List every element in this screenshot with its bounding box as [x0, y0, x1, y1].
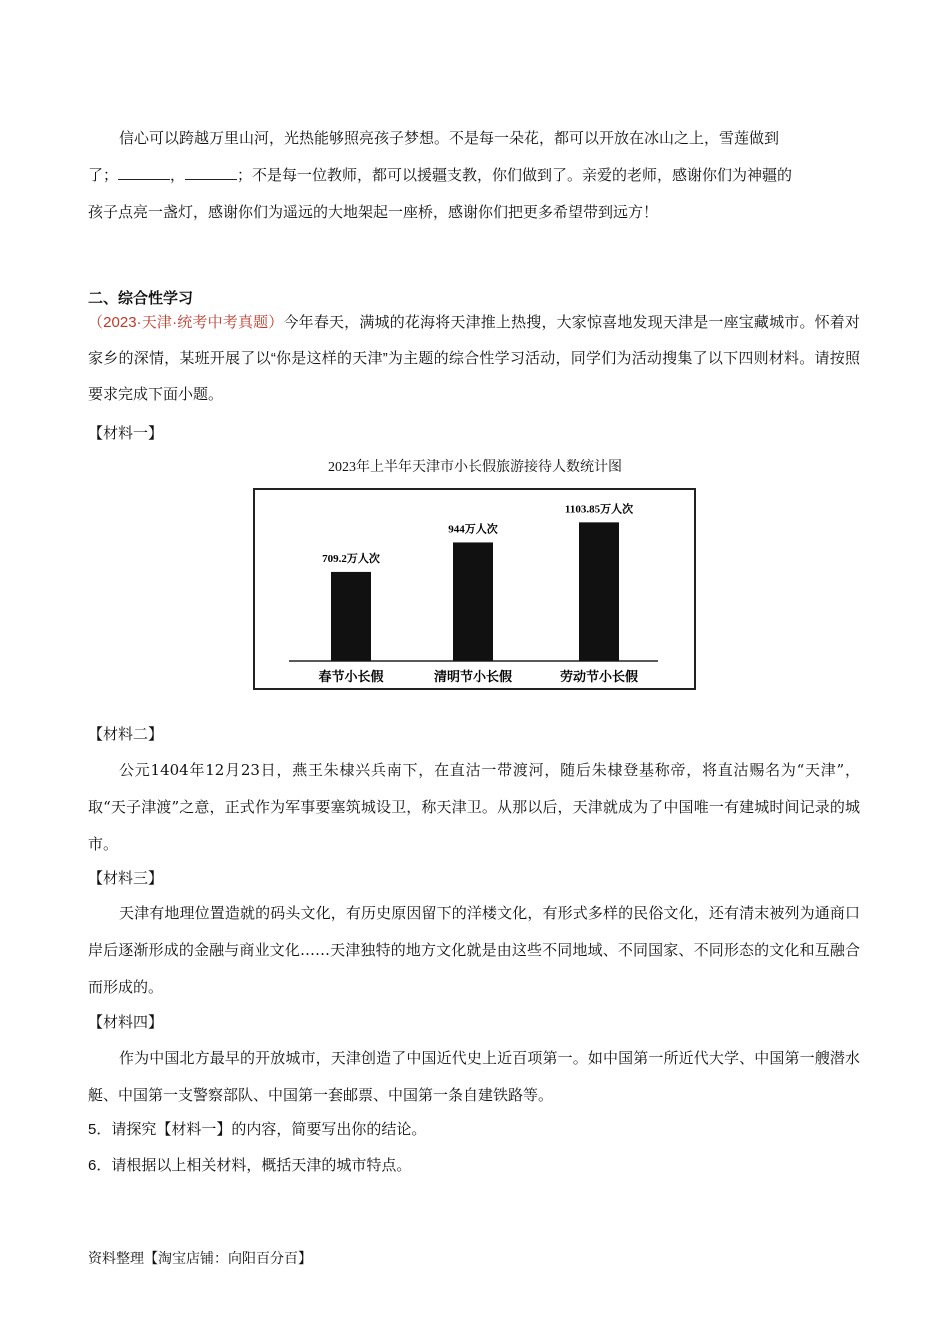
material3-text: 天津有地理位置造就的码头文化，有历史原因留下的洋楼文化，有形式多样的民俗文化，还有清末被列为通商口岸后逐渐形成的金融与商业文化……天津独特的地方文化就是由这些不同地域、不同国家、不同形态的文化和互融合而形成的。 [88, 904, 860, 996]
material2-text: 公元1404年12月23日，燕王朱棣兴兵南下，在直沽一带渡河，随后朱棣登基称帝，将直沽赐名为“天津”，取“天子津渡”之意，正式作为军事要塞筑城设卫，称天津卫。从那以后，天津就成为了中国唯一有建城时间记录的城市。 [88, 761, 860, 853]
intro-line-1: 信心可以跨越万里山河，光热能够照亮孩子梦想。不是每一朵花，都可以开放在冰山之上，雪莲做到 [119, 129, 780, 147]
bar-1 [331, 572, 371, 661]
intro-line-3: 孩子点亮一盏灯，感谢你们为遥远的大地架起一座桥，感谢你们把更多希望带到远方！ [88, 203, 659, 221]
bar-3 [579, 522, 619, 661]
blank-separator: ， [170, 166, 186, 184]
material3-label: 【材料三】 [88, 870, 164, 887]
fill-blank-2[interactable] [185, 165, 237, 180]
bar-value-label-2: 944万人次 [448, 523, 498, 536]
category-label-1: 春节小长假 [318, 669, 384, 684]
material4-label: 【材料四】 [88, 1014, 164, 1031]
bar-chart [253, 488, 697, 691]
bar-2 [453, 542, 493, 661]
intro-line-2-end: ；不是每一位教师，都可以援疆支教，你们做到了。亲爱的老师，感谢你们为神疆的 [237, 166, 793, 184]
category-label-2: 清明节小长假 [433, 669, 513, 684]
material4-text: 作为中国北方最早的开放城市，天津创造了中国近代史上近百项第一。如中国第一所近代大学、中国第一艘潜水艇、中国第一支警察部队、中国第一套邮票、中国第一条自建铁路等。 [88, 1049, 860, 1104]
question-6: 6．请根据以上相关材料，概括天津的城市特点。 [88, 1157, 412, 1174]
material1-label: 【材料一】 [88, 425, 164, 442]
material2-label: 【材料二】 [88, 726, 164, 743]
intro-line-2 [88, 157, 860, 194]
section-intro-text: 今年春天，满城的花海将天津推上热搜，大家惊喜地发现天津是一座宝藏城市。怀着对家乡的深情，某班开展了以“你是这样的天津”为主题的综合性学习活动，同学们为活动搜集了以下四则材料。请按照要求完成下面小题。 [88, 314, 860, 403]
category-label-3: 劳动节小长假 [559, 669, 639, 684]
footer-note: 资料整理【淘宝店铺：向阳百分百】 [88, 1250, 312, 1266]
question-5: 5．请探究【材料一】的内容，简要写出你的结论。 [88, 1121, 427, 1138]
section-heading: 二、综合性学习 [88, 290, 194, 307]
chart-title: 2023年上半年天津市小长假旅游接待人数统计图 [328, 460, 622, 475]
fill-blank-1[interactable] [118, 165, 170, 180]
intro-paragraph [88, 120, 860, 231]
bar-value-label-1: 709.2万人次 [322, 552, 380, 565]
section-intro [88, 305, 860, 413]
intro-line-2-start: 了； [88, 166, 119, 184]
source-tag: （2023·天津·统考中考真题） [88, 314, 284, 331]
bar-value-label-3: 1103.85万人次 [564, 503, 634, 516]
